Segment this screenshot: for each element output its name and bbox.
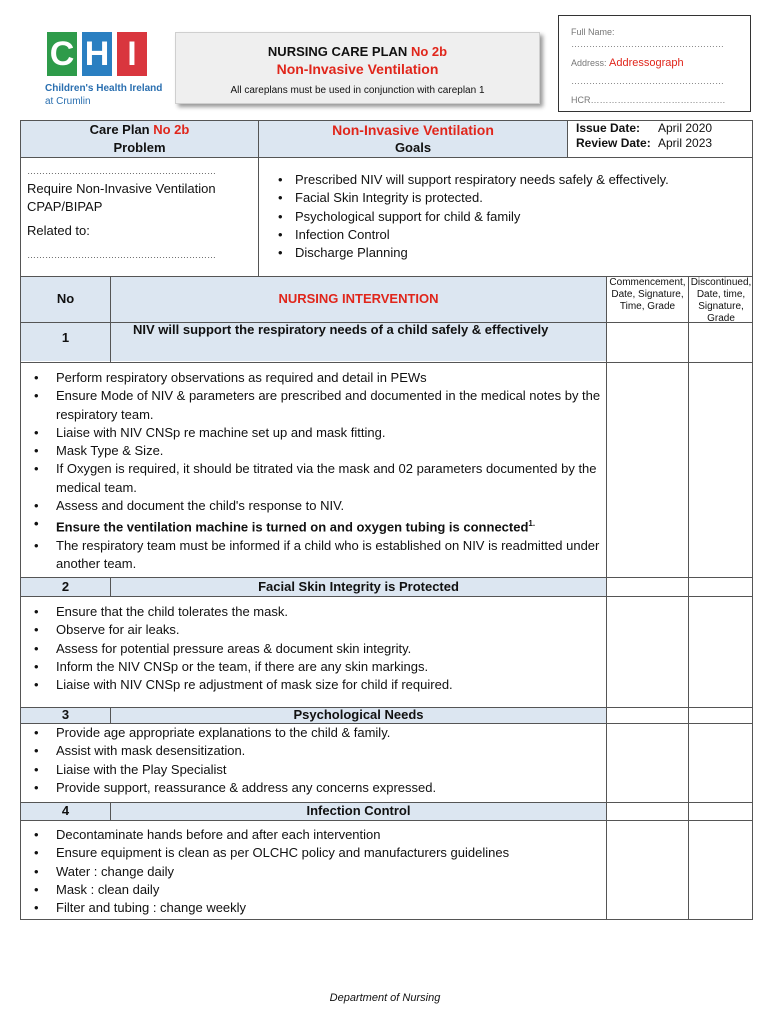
section-1-title: NIV will support the respiratory needs of a child safely & effectively — [133, 322, 549, 337]
goals-list — [278, 171, 748, 262]
careplan-label: Care Plan — [89, 122, 154, 137]
section-4-item: • Water : change daily — [34, 863, 604, 881]
full-name-field[interactable]: …………………………………………… — [571, 39, 724, 49]
logo-org-location: at Crumlin — [45, 96, 91, 107]
problem-dots-top: ……………………………………………………… — [27, 166, 216, 176]
section-3-item: • Assist with mask desensitization. — [34, 742, 604, 760]
section-3-number: 3 — [61, 707, 70, 722]
nursing-intervention-header: NURSING INTERVENTION — [278, 291, 439, 306]
patient-info-box — [558, 15, 751, 112]
section-2-item: • Liaise with NIV CNSp re adjustment of mask size for child if required. — [34, 676, 604, 694]
review-date-label: Review Date: — [576, 136, 651, 150]
no-header: No — [56, 291, 75, 306]
section-1-item: • Assess and document the child's response to NIV. — [34, 497, 604, 515]
footnote-marker: 1. — [528, 519, 536, 529]
goals-label: Goals — [394, 140, 432, 155]
logo-letter-c: C — [47, 32, 77, 76]
section-4-number: 4 — [61, 803, 70, 818]
section-3-title: Psychological Needs — [293, 707, 424, 722]
section-1-item: • Liaise with NIV CNSp re machine set up and mask fitting. — [34, 424, 604, 442]
issue-date-value: April 2020 — [658, 121, 713, 135]
section-2-item: • Ensure that the child tolerates the mask. — [34, 603, 604, 621]
section-3-item: • Provide support, reassurance & address any concerns expressed. — [34, 779, 604, 797]
careplan-title-number: No 2b — [410, 44, 448, 59]
section-2-item: • Inform the NIV CNSp or the team, if there are any skin markings. — [34, 658, 604, 676]
section-1-item: • If Oxygen is required, it should be titrated via the mask and 02 parameters documented by the medical team. — [34, 460, 604, 497]
section-4-item: • Filter and tubing : change weekly — [34, 899, 604, 917]
section-2-list — [34, 603, 604, 694]
address-line — [571, 57, 750, 70]
problem-header — [21, 121, 258, 157]
section-2-number: 2 — [61, 579, 70, 594]
logo-letter-i: I — [117, 32, 147, 76]
goal-item: • Discharge Planning — [278, 244, 748, 262]
full-name-label: Full Name: — [571, 27, 615, 37]
careplan-title-prefix: NURSING CARE PLAN — [267, 44, 411, 59]
section-1-list — [34, 369, 604, 574]
issue-date-label: Issue Date: — [576, 121, 641, 135]
section-2-item: • Observe for air leaks. — [34, 621, 604, 639]
careplan-note: All careplans must be used in conjunction with careplan 1 — [230, 85, 485, 96]
review-date-value: April 2023 — [658, 136, 713, 150]
logo-org-name: Children's Health Ireland — [45, 83, 163, 94]
careplan-title — [176, 44, 539, 59]
problem-cell — [27, 166, 252, 260]
careplan-number: No 2b — [153, 122, 190, 137]
section-4-item: • Decontaminate hands before and after each intervention — [34, 826, 604, 844]
section-4-title: Infection Control — [306, 803, 411, 818]
address-label: Address: — [571, 58, 610, 68]
goal-item: • Infection Control — [278, 226, 748, 244]
commencement-header: Commencement, Date, Signature, Time, Grade — [609, 277, 686, 312]
goals-plan-name: Non-Invasive Ventilation — [332, 122, 494, 138]
section-1-item: • Mask Type & Size. — [34, 442, 604, 460]
dates-block — [576, 121, 752, 151]
discontinued-header: Discontinued, Date, time, Signature, Grade — [690, 277, 752, 324]
section-4-item: • Ensure equipment is clean as per OLCHC policy and manufacturers guidelines — [34, 844, 604, 862]
problem-label: Problem — [113, 140, 166, 155]
section-3-item: • Liaise with the Play Specialist — [34, 761, 604, 779]
goal-item: • Facial Skin Integrity is protected. — [278, 189, 748, 207]
section-4-list — [34, 826, 604, 917]
problem-line1: Require Non-Invasive Ventilation — [27, 181, 216, 196]
section-1-item: • The respiratory team must be informed if a child who is established on NIV is readmitted under another team. — [34, 537, 604, 574]
goals-header — [259, 121, 567, 157]
section-1-item: • Ensure the ventilation machine is turned on and oxygen tubing is connected$^{1.}$ — [34, 515, 604, 537]
section-1-number: 1 — [61, 330, 70, 345]
address-field[interactable]: …………………………………………… — [571, 76, 724, 86]
title-box — [175, 32, 540, 104]
section-2-item: • Assess for potential pressure areas & document skin integrity. — [34, 640, 604, 658]
address-value: Addressograph — [609, 57, 684, 69]
footer-department: Department of Nursing — [329, 992, 441, 1004]
hcr-field[interactable]: HCR……………………………………… — [571, 95, 726, 105]
section-3-item: • Provide age appropriate explanations to the child & family. — [34, 724, 604, 742]
problem-dots-bottom: ……………………………………………………… — [27, 250, 216, 260]
section-4-item: • Mask : clean daily — [34, 881, 604, 899]
section-1-item: • Ensure Mode of NIV & parameters are prescribed and documented in the medical notes by the respiratory team. — [34, 387, 604, 424]
related-to-label: Related to: — [27, 223, 90, 238]
problem-line2: CPAP/BIPAP — [27, 199, 103, 214]
goal-item: • Prescribed NIV will support respiratory needs safely & effectively. — [278, 171, 748, 189]
chi-logo — [45, 30, 163, 110]
section-2-title: Facial Skin Integrity is Protected — [258, 579, 459, 594]
section-3-list — [34, 724, 604, 797]
section-1-item: • Perform respiratory observations as required and detail in PEWs — [34, 369, 604, 387]
logo-letter-h: H — [82, 32, 112, 76]
goal-item: • Psychological support for child & family — [278, 208, 748, 226]
careplan-name: Non-Invasive Ventilation — [276, 61, 439, 77]
